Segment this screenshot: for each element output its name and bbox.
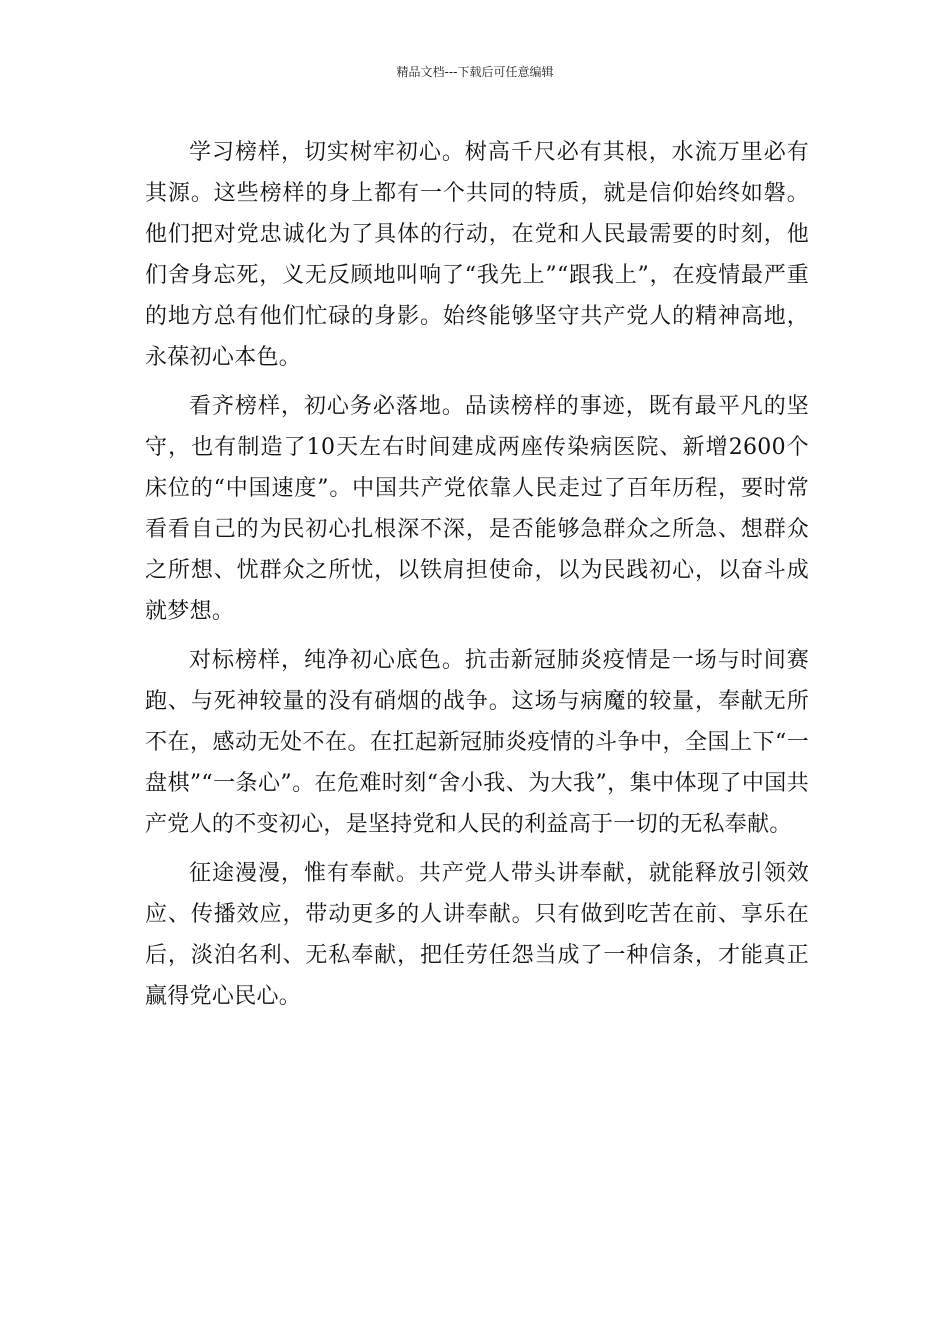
page-header: 精品文档---下载后可任意编辑	[396, 65, 554, 79]
paragraph-align-with-models: 看齐榜样，初心务必落地。品读榜样的事迹，既有最平凡的坚守，也有制造了10天左右时间建成两座传染病医院、新增2600个床位的“中国速度”。中国共产党依靠人民走过了百年历程，要时常看看自己的为民初心扎根深不深，是否能够急群众之所急、想群众之所想、忧群众之所忧，以铁肩担使命，以为民践初心，以奋斗成就梦想。	[145, 394, 809, 624]
document-body	[145, 132, 809, 1025]
paragraph-learn-from-models: 学习榜样，切实树牢初心。树高千尺必有其根，水流万里必有其源。这些榜样的身上都有一个共同的特质，就是信仰始终如磐。他们把对党忠诚化为了具体的行动，在党和人民最需要的时刻，他们舍身忘死，义无反顾地叫响了“我先上”“跟我上”，在疫情最严重的地方总有他们忙碌的身影。始终能够坚守共产党人的精神高地，永葆初心本色。	[145, 140, 809, 370]
paragraph-dedication: 征途漫漫，惟有奉献。共产党人带头讲奉献，就能释放引领效应、传播效应，带动更多的人讲奉献。只有做到吃苦在前、享乐在后，淡泊名利、无私奉献，把任劳任怨当成了一种信条，才能真正赢得党心民心。	[145, 861, 809, 1009]
paragraph-benchmark-models: 对标榜样，纯净初心底色。抗击新冠肺炎疫情是一场与时间赛跑、与死神较量的没有硝烟的战争。这场与病魔的较量，奉献无所不在，感动无处不在。在扛起新冠肺炎疫情的斗争中，全国上下“一盘棋”“一条心”。在危难时刻“舍小我、为大我”，集中体现了中国共产党人的不变初心，是坚持党和人民的利益高于一切的无私奉献。	[145, 648, 809, 837]
